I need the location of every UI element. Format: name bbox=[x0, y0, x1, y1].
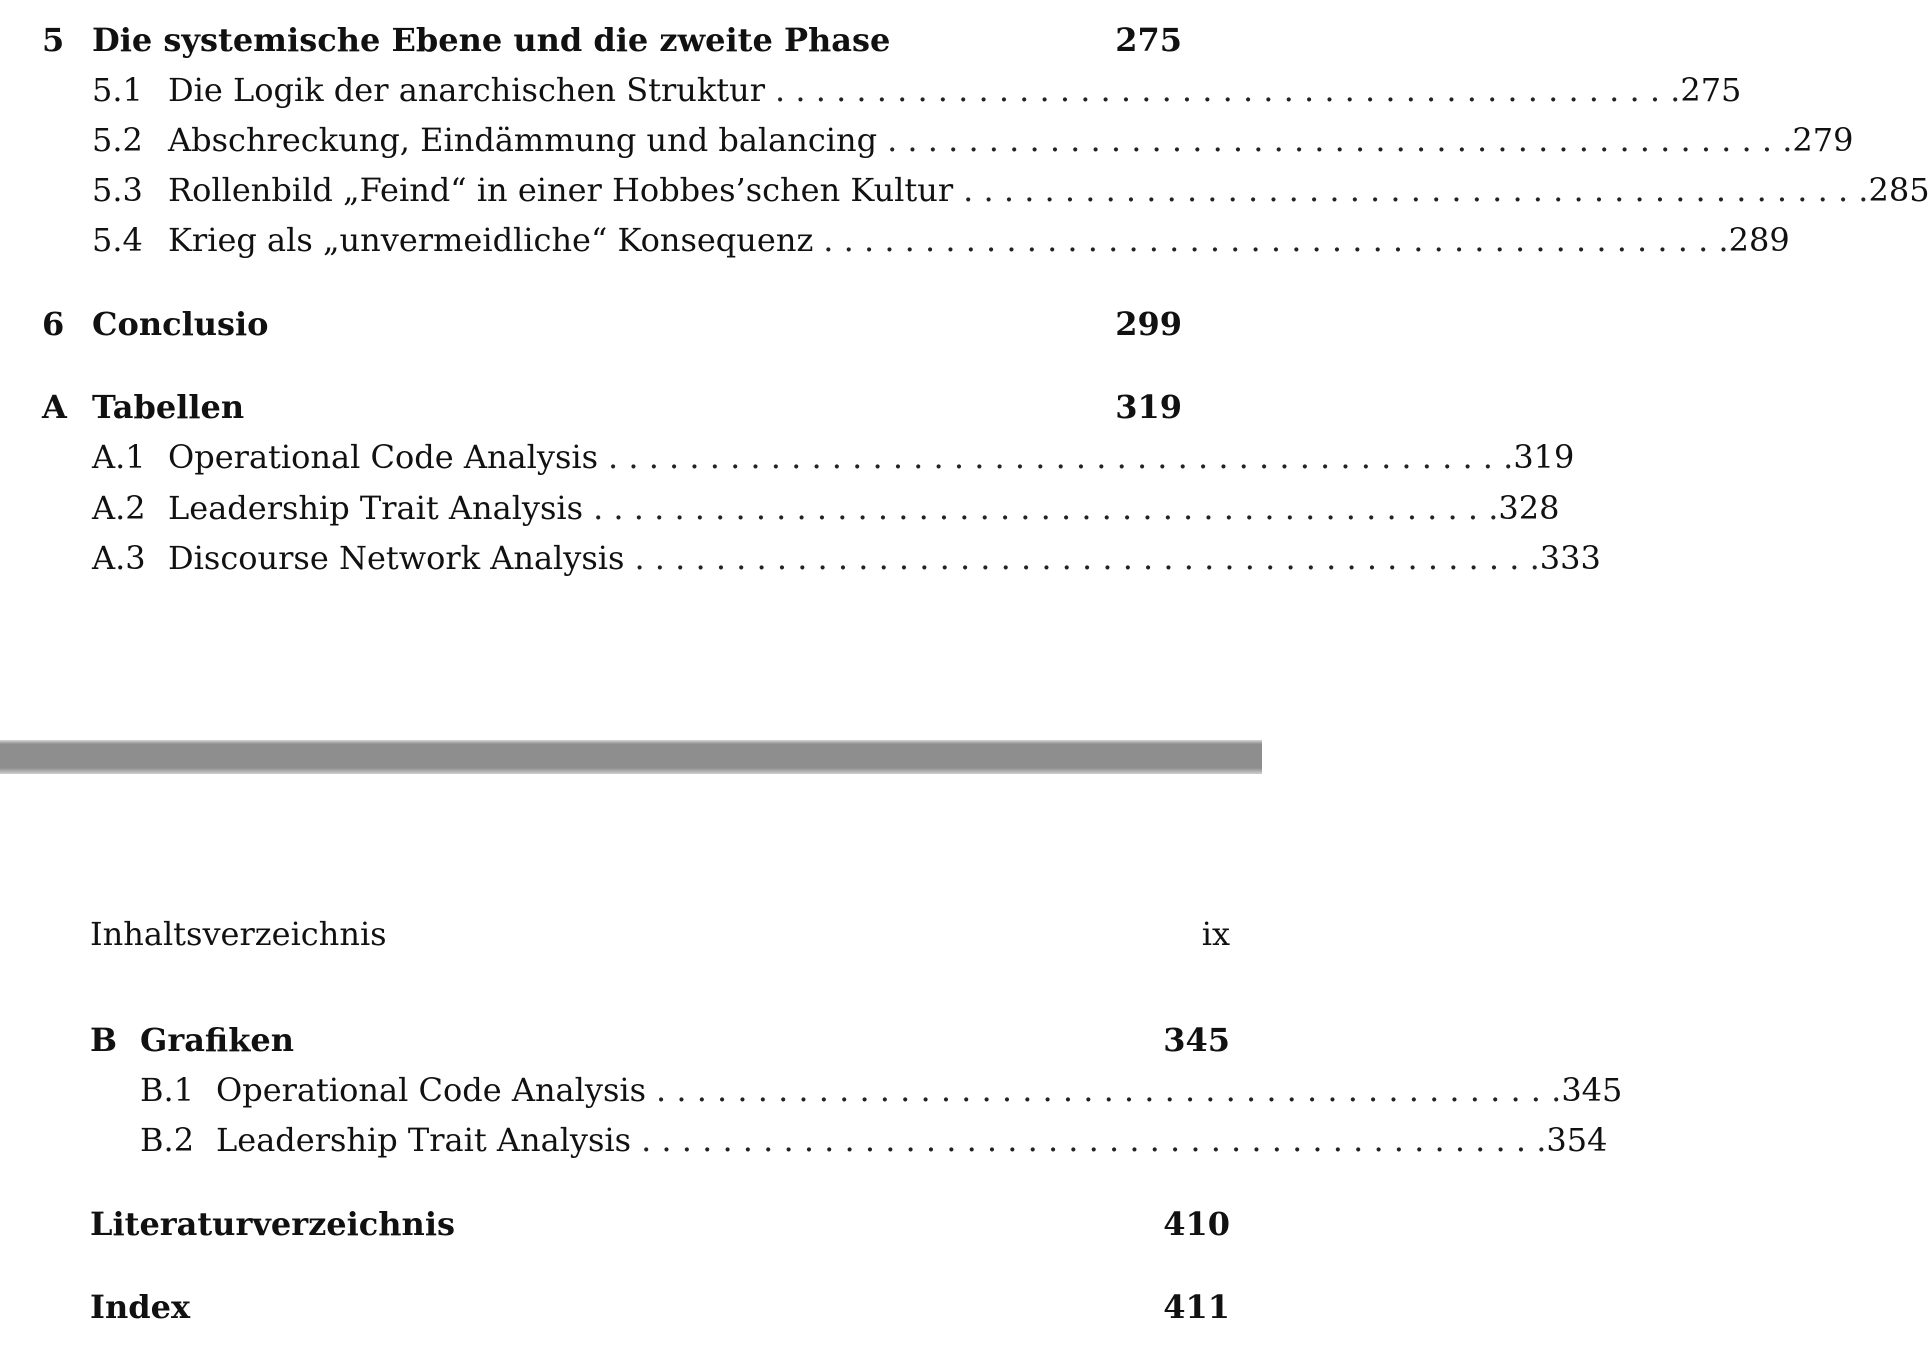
dot-leader: . . . . . . . . . . . . . . . . . . . . . . . . . . . . . . . . . . . . . . . . . . . . . bbox=[641, 1121, 1547, 1159]
toc-chapter-5[interactable] bbox=[42, 20, 1182, 60]
toc-appendix-a[interactable] bbox=[42, 387, 1182, 427]
section-number: A.3 bbox=[92, 539, 146, 577]
section-number: A.2 bbox=[92, 489, 146, 527]
chapter-title: Index bbox=[90, 1288, 191, 1326]
chapter-title: Conclusio bbox=[92, 305, 269, 343]
toc-section-5-4[interactable] bbox=[92, 220, 1790, 260]
chapter-page-number: 411 bbox=[1163, 1288, 1230, 1326]
running-head-title: Inhaltsverzeichnis bbox=[90, 915, 387, 953]
chapter-number: B bbox=[90, 1021, 118, 1059]
section-number: B.2 bbox=[140, 1121, 195, 1159]
toc-section-a-2[interactable] bbox=[92, 488, 1560, 528]
chapter-page-number: 345 bbox=[1163, 1021, 1230, 1059]
section-title: Rollenbild „Feind“ in einer Hobbes’schen Kultur bbox=[168, 171, 954, 209]
section-page-number: 345 bbox=[1561, 1071, 1623, 1109]
section-page-number: 289 bbox=[1728, 221, 1790, 259]
section-title: Discourse Network Analysis bbox=[168, 539, 625, 577]
dot-leader: . . . . . . . . . . . . . . . . . . . . . . . . . . . . . . . . . . . . . . . . . . . . . bbox=[775, 71, 1681, 109]
chapter-title: Literaturverzeichnis bbox=[90, 1205, 455, 1243]
chapter-title: Tabellen bbox=[92, 388, 245, 426]
toc-page-bottom bbox=[0, 774, 1623, 1362]
section-title: Leadership Trait Analysis bbox=[168, 489, 584, 527]
toc-section-a-1[interactable] bbox=[92, 437, 1575, 477]
dot-leader: . . . . . . . . . . . . . . . . . . . . . . . . . . . . . . . . . . . . . . . . . . . . . bbox=[634, 539, 1540, 577]
running-head bbox=[90, 914, 1230, 954]
section-page-number: 354 bbox=[1546, 1121, 1608, 1159]
section-page-number: 333 bbox=[1539, 539, 1601, 577]
section-number: A.1 bbox=[92, 438, 146, 476]
section-number: 5.3 bbox=[92, 171, 143, 209]
toc-appendix-b[interactable] bbox=[90, 1020, 1230, 1060]
running-head-page-number: ix bbox=[1201, 915, 1230, 953]
chapter-number: 5 bbox=[42, 21, 65, 59]
page-separator bbox=[0, 740, 1262, 774]
chapter-page-number: 410 bbox=[1163, 1205, 1230, 1243]
toc-section-5-1[interactable] bbox=[92, 70, 1742, 110]
dot-leader: . . . . . . . . . . . . . . . . . . . . . . . . . . . . . . . . . . . . . . . . . . . . . bbox=[593, 489, 1499, 527]
section-title: Krieg als „unvermeidliche“ Konsequenz bbox=[168, 221, 814, 259]
dot-leader: . . . . . . . . . . . . . . . . . . . . . . . . . . . . . . . . . . . . . . . . . . . . . bbox=[656, 1071, 1562, 1109]
section-number: 5.1 bbox=[92, 71, 143, 109]
section-title: Operational Code Analysis bbox=[216, 1071, 647, 1109]
toc-chapter-6[interactable] bbox=[42, 304, 1182, 344]
chapter-page-number: 299 bbox=[1115, 305, 1182, 343]
chapter-number: 6 bbox=[42, 305, 65, 343]
chapter-title: Grafiken bbox=[140, 1021, 294, 1059]
toc-bibliography[interactable] bbox=[90, 1204, 1230, 1244]
dot-leader: . . . . . . . . . . . . . . . . . . . . . . . . . . . . . . . . . . . . . . . . . . . . . bbox=[963, 171, 1869, 209]
toc-index[interactable] bbox=[90, 1287, 1230, 1327]
toc-section-a-3[interactable] bbox=[92, 538, 1601, 578]
section-page-number: 285 bbox=[1868, 171, 1930, 209]
chapter-number: A bbox=[42, 388, 67, 426]
section-page-number: 319 bbox=[1513, 438, 1575, 476]
chapter-page-number: 275 bbox=[1115, 21, 1182, 59]
section-page-number: 275 bbox=[1680, 71, 1742, 109]
section-page-number: 279 bbox=[1792, 121, 1854, 159]
chapter-title: Die systemische Ebene und die zweite Phase bbox=[92, 21, 891, 59]
section-number: 5.2 bbox=[92, 121, 143, 159]
dot-leader: . . . . . . . . . . . . . . . . . . . . . . . . . . . . . . . . . . . . . . . . . . . . . bbox=[608, 438, 1514, 476]
section-title: Operational Code Analysis bbox=[168, 438, 599, 476]
section-page-number: 328 bbox=[1498, 489, 1560, 527]
section-title: Die Logik der anarchischen Struktur bbox=[168, 71, 766, 109]
section-number: B.1 bbox=[140, 1071, 195, 1109]
dot-leader: . . . . . . . . . . . . . . . . . . . . . . . . . . . . . . . . . . . . . . . . . . . . . bbox=[887, 121, 1793, 159]
section-number: 5.4 bbox=[92, 221, 143, 259]
dot-leader: . . . . . . . . . . . . . . . . . . . . . . . . . . . . . . . . . . . . . . . . . . . . . bbox=[823, 221, 1729, 259]
toc-section-b-1[interactable] bbox=[140, 1070, 1623, 1110]
section-title: Leadership Trait Analysis bbox=[216, 1121, 632, 1159]
section-title: Abschreckung, Eindämmung und balancing bbox=[168, 121, 878, 159]
toc-section-5-2[interactable] bbox=[92, 120, 1854, 160]
toc-section-b-2[interactable] bbox=[140, 1120, 1608, 1160]
toc-section-5-3[interactable] bbox=[92, 170, 1930, 210]
chapter-page-number: 319 bbox=[1115, 388, 1182, 426]
